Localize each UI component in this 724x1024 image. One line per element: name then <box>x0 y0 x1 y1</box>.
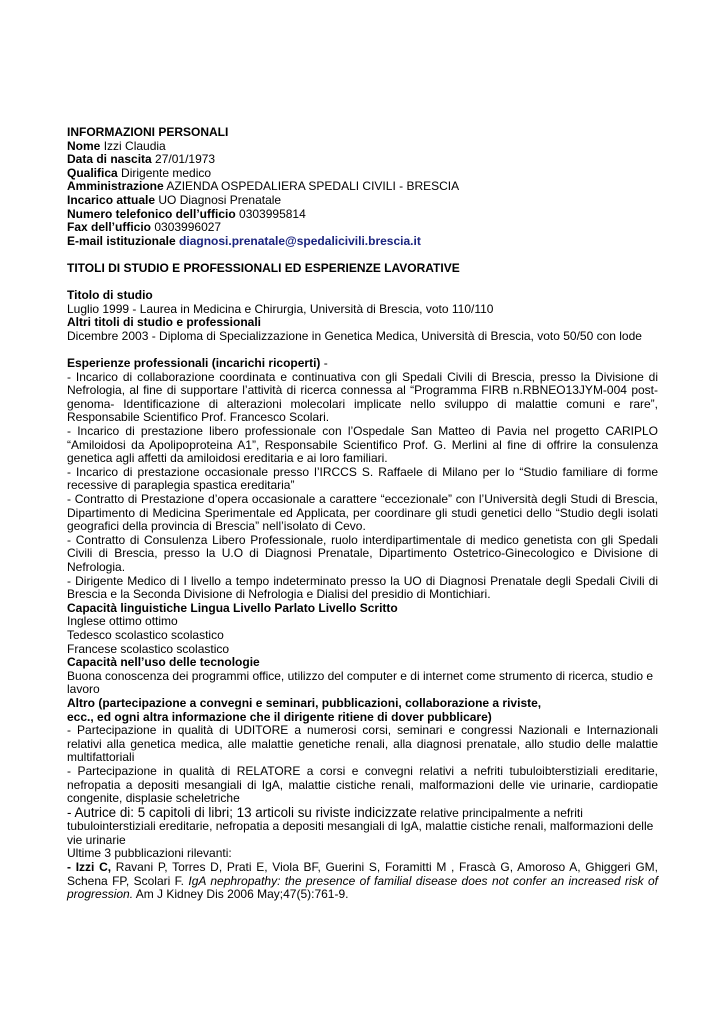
esperienza-item: - Contratto di Consulenza Libero Professionale, ruolo interdipartimentale di medico genetista con gli Spedali Civili di Brescia, presso la U.O di Diagnosi Prenatale, Dipartimento Ostetrico-Ginecologico e Divisione di Nefrologia. <box>67 532 658 574</box>
field-telefono: Numero telefonico dell’ufficio 0303995814 <box>67 206 306 221</box>
altri-titoli-label: Altri titoli di studio e professionali <box>67 315 262 330</box>
field-nome: Nome Izzi Claudia <box>67 138 166 153</box>
field-amministrazione: Amministrazione AZIENDA OSPEDALIERA SPEDALI CIVILI - BRESCIA <box>67 179 460 194</box>
field-qualifica: Qualifica Dirigente medico <box>67 165 212 180</box>
titolo-value: Luglio 1999 - Laurea in Medicina e Chirurgia, Università di Brescia, voto 110/110 <box>67 301 494 316</box>
lingua-row: Inglese ottimo ottimo <box>67 614 178 629</box>
field-incarico: Incarico attuale UO Diagnosi Prenatale <box>67 192 282 207</box>
field-email: E-mail istituzionale diagnosi.prenatale@spedalicivili.brescia.it <box>67 233 421 248</box>
pubblicazioni-label: Ultime 3 pubblicazioni rilevanti: <box>67 846 232 861</box>
titolo-label: Titolo di studio <box>67 288 153 303</box>
cv-document <box>67 126 658 902</box>
altro-heading-2: ecc., ed ogni altra informazione che il dirigente ritiene di dover pubblicare) <box>67 709 492 724</box>
autrice-text: - Autrice di: 5 capitoli di libri; 13 articoli su riviste indicizzate relative principalmente a nefriti tubulointerstiziali ereditarie, nefropatia a depositi mesangiali di IgA, malattie cistiche renali, malformazioni delle vie urinarie <box>67 804 654 847</box>
email-link[interactable]: diagnosi.prenatale@spedalicivili.brescia.it <box>179 233 421 248</box>
publication-item: - Izzi C, Ravani P, Torres D, Prati E, Viola BF, Guerini S, Foramitti M , Frascà G, Amoroso A, Ghiggeri GM, Schena FP, Scolari F. IgA nephropathy: the presence of familial disease does not confer an increased risk of progression. Am J Kidney Dis 2006 May;47(5):761-9. <box>67 860 658 902</box>
altro-heading-1: Altro (partecipazione a convegni e seminari, pubblicazioni, collaborazione a riviste, <box>67 695 542 710</box>
lingua-row: Tedesco scolastico scolastico <box>67 627 224 642</box>
esperienza-item: - Incarico di prestazione occasionale presso l’IRCCS S. Raffaele di Milano per lo “Studio familiare di forme recessive di paraplegia spastica ereditaria” <box>67 464 658 493</box>
field-fax: Fax dell’ufficio 0303996027 <box>67 220 222 235</box>
esperienza-item: - Dirigente Medico di I livello a tempo indeterminato presso la UO di Diagnosi Prenatale degli Spedali Civili di Brescia e la Seconda Divisione di Nefrologia e Dialisi del presidio di Montichiari. <box>67 573 658 602</box>
relatore-text: - Partecipazione in qualità di RELATORE a corsi e convegni relativi a nefriti tubuloibterstiziali ereditarie, nefropatia a depositi mesangiali di IgA, malattie cistiche renali, malformazioni delle vie urinarie, cardiopatie congenite, displasie scheletriche <box>67 763 658 806</box>
tecnologie-heading: Capacità nell’uso delle tecnologie <box>67 655 260 670</box>
titoli-heading: TITOLI DI STUDIO E PROFESSIONALI ED ESPERIENZE LAVORATIVE <box>67 260 460 275</box>
esperienza-item: - Incarico di collaborazione coordinata e continuativa con gli Spedali Civili di Brescia, presso la Divisione di Nefrologia, al fine di supportare l’attività di ricerca connessa al “Programma FIRB n.RBNEO13JYM-004 post-genoma- Identificazione di alterazioni molecolari implicate nello sviluppo di malattie comuni e rare”, Responsabile Scientifico Prof. Francesco Scolari. <box>67 369 658 425</box>
esperienza-item: - Incarico di prestazione libero professionale con l’Ospedale San Matteo di Pavia nel progetto CARIPLO “Amiloidosi da Apolipoproteina A1”, Responsabile Scientifico Prof. G. Merlini al fine di offrire la consulenza genetica agli affetti da amiloidosi ereditaria e ai loro familiari. <box>67 424 658 466</box>
esperienze-heading: Esperienze professionali (incarichi ricoperti) - <box>67 356 328 371</box>
uditore-text: - Partecipazione in qualità di UDITORE a numerosi corsi, seminari e congressi Nazionali e Internazionali relativi alla genetica medica, alle malattie genetiche renali, alla diagnosi prenatale, allo studio delle malattie multifattoriali <box>67 723 658 765</box>
personal-heading: INFORMAZIONI PERSONALI <box>67 125 229 139</box>
altri-titoli-value: Dicembre 2003 - Diploma di Specializzazione in Genetica Medica, Università di Brescia, voto 50/50 con lode <box>67 328 642 343</box>
tecnologie-text: Buona conoscenza dei programmi office, utilizzo del computer e di internet come strumento di ricerca, studio e lavoro <box>67 668 654 697</box>
field-data-nascita: Data di nascita 27/01/1973 <box>67 152 216 167</box>
lingue-heading: Capacità linguistiche Lingua Livello Parlato Livello Scritto <box>67 600 398 615</box>
esperienza-item: - Contratto di Prestazione d’opera occasionale a carattere “eccezionale” con l’Università degli Studi di Brescia, Dipartimento di Medicina Sperimentale ed Applicata, per coordinare gli studi genetici dello “Studio degli isolati geografici della provincia di Brescia” nell’isolato di Cevo. <box>67 492 658 534</box>
lingua-row: Francese scolastico scolastico <box>67 641 230 656</box>
